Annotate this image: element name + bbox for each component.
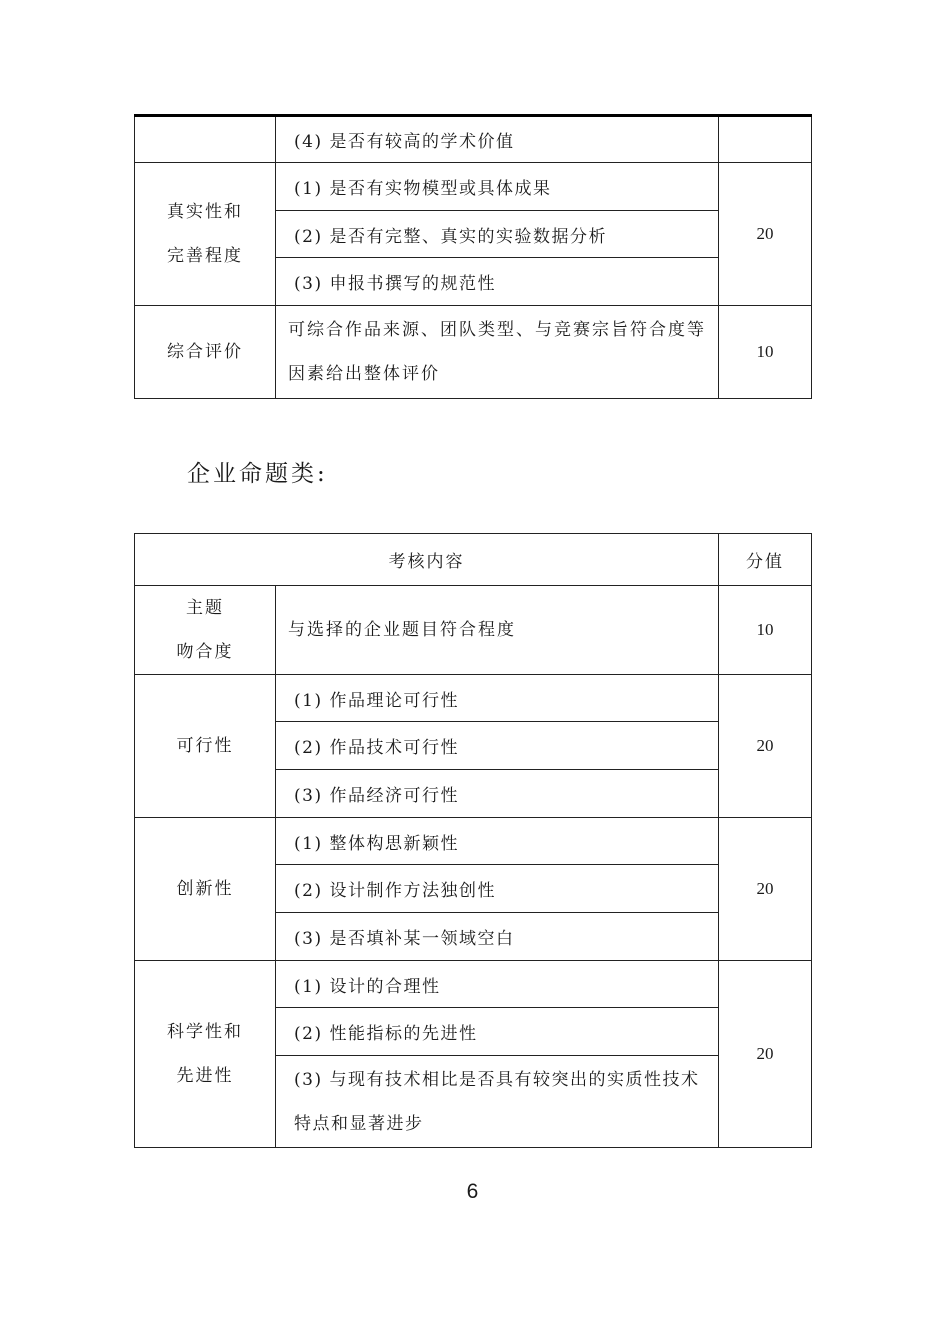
category-cell: 综合评价	[135, 306, 276, 399]
table-row	[135, 116, 812, 163]
criterion-description: 与选择的企业题目符合程度	[276, 586, 719, 675]
score-cell: 10	[719, 306, 812, 399]
category-label-line2: 吻合度	[176, 642, 234, 662]
criterion-item: (1) 设计的合理性	[276, 961, 719, 1008]
category-cell	[135, 163, 276, 306]
table-row	[135, 306, 812, 399]
table-row	[135, 675, 812, 722]
header-content: 考核内容	[135, 534, 719, 586]
criterion-item: (3) 是否填补某一领域空白	[276, 913, 719, 961]
criterion-item: (4) 是否有较高的学术价值	[276, 116, 719, 163]
criterion-item	[276, 1056, 719, 1148]
category-label-line2: 完善程度	[167, 246, 243, 266]
table-row	[135, 818, 812, 865]
criterion-item: (1) 是否有实物模型或具体成果	[276, 163, 719, 211]
header-score: 分值	[719, 534, 812, 586]
criterion-description	[276, 306, 719, 399]
score-cell: 20	[719, 818, 812, 961]
table-row	[135, 586, 812, 675]
score-cell: 20	[719, 961, 812, 1148]
category-cell	[135, 961, 276, 1148]
category-label-line1: 真实性和	[167, 202, 243, 222]
score-cell: 10	[719, 586, 812, 675]
category-cell: 创新性	[135, 818, 276, 961]
description-line1: 可综合作品来源、团队类型、与竞赛宗旨符合度等	[288, 320, 706, 340]
criterion-item: (2) 性能指标的先进性	[276, 1008, 719, 1056]
description-line2: 因素给出整体评价	[288, 364, 440, 384]
score-cell: 20	[719, 675, 812, 818]
table-row	[135, 163, 812, 211]
table-row	[135, 961, 812, 1008]
enterprise-evaluation-table	[134, 533, 812, 1148]
criterion-item: (2) 作品技术可行性	[276, 722, 719, 770]
item-line1: (3) 与现有技术相比是否具有较突出的实质性技术	[294, 1069, 700, 1090]
criterion-item: (3) 作品经济可行性	[276, 770, 719, 818]
evaluation-table-continued	[134, 114, 812, 399]
section-title: 企业命题类:	[187, 461, 328, 487]
category-label-line1: 主题	[186, 598, 224, 618]
category-label-line1: 科学性和	[167, 1022, 243, 1042]
item-line2: 特点和显著进步	[294, 1113, 424, 1134]
category-cell: 可行性	[135, 675, 276, 818]
category-cell-empty	[135, 116, 276, 163]
category-label-line2: 先进性	[176, 1066, 234, 1086]
category-cell	[135, 586, 276, 675]
criterion-item: (1) 作品理论可行性	[276, 675, 719, 722]
score-cell: 20	[719, 163, 812, 306]
page-number: 6	[466, 1180, 479, 1203]
score-cell-empty	[719, 116, 812, 163]
criterion-item: (2) 是否有完整、真实的实验数据分析	[276, 211, 719, 258]
criterion-item: (3) 申报书撰写的规范性	[276, 258, 719, 306]
criterion-item: (2) 设计制作方法独创性	[276, 865, 719, 913]
criterion-item: (1) 整体构思新颖性	[276, 818, 719, 865]
table-header-row	[135, 534, 812, 586]
